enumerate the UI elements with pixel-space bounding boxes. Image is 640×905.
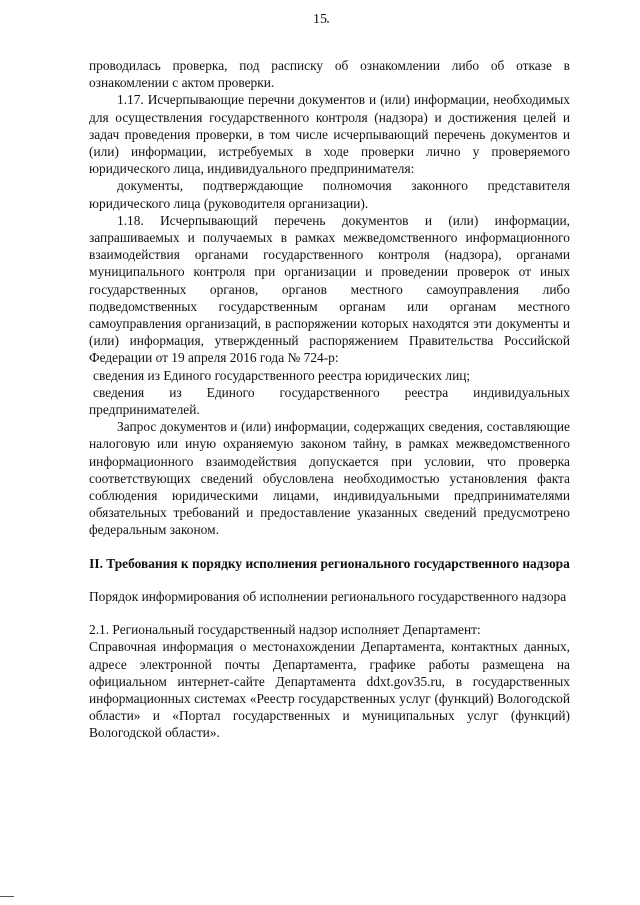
paragraph-request: Запрос документов и (или) информации, содержащих сведения, составляющие налоговую или иную охраняемую законом тайну, в рамках межведомственного информационного взаимодействия допускается при условии, что проверка соответствующих сведений обусловлена необходимостью установления факта соблюдения юридическими лицами, индивидуальными предпринимателями обязательных требований и предоставление указанных сведений предусмотрено федеральным законом.: [89, 419, 570, 538]
paragraph-1-18: 1.18. Исчерпывающий перечень документов и (или) информации, запрашиваемых и получаемых в рамках межведомственного информационного взаимодействия органами государственного контроля (надзора), органами муниципального контроля при организации и проведении проверок от иных государственных органов, органов местного самоуправления либо подведомственных государственным органам или органам местного самоуправления организаций, в распоряжении которых находятся эти документы и (или) информация, утвержденный распоряжением Правительства Российской Федерации от 19 апреля 2016 года № 724-р:: [89, 212, 570, 366]
paragraph-egrip: сведения из Единого государственного реестра индивидуальных предпринимателей.: [89, 384, 570, 418]
paragraph-1-17: 1.17. Исчерпывающие перечни документов и (или) информации, необходимых для осуществления государственного контроля (надзора) и достижения целей и задач проведения проверки, в том числе исчерпывающий перечень документов и (или) информации, истребуемых в ходе проверки лично у проверяемого юридического лица, индивидуального предпринимателя:: [89, 92, 570, 177]
paragraph-reference-info: Справочная информация о местонахождении Департамента, контактных данных, адресе электронной почты Департамента, графике работы размещена на официальном интернет-сайте Департамента ddxt.gov35.ru, в государственных информационных системах «Реестр государственных услуг (функций) Вологодской области» и «Портал государственных и муниципальных услуг (функций) Вологодской области».: [89, 639, 570, 741]
scan-edge-mark: [0, 896, 14, 897]
subheading: Порядок информирования об исполнении регионального государственного надзора: [89, 588, 567, 604]
paragraph-2-1: 2.1. Региональный государственный надзор исполняет Департамент:: [89, 622, 481, 638]
document-body: [89, 57, 570, 742]
page-number: 15: [313, 12, 327, 27]
section-heading: II. Требования к порядку исполнения регионального государственного надзора: [89, 555, 570, 571]
paragraph-documents: документы, подтверждающие полномочия законного представителя юридического лица (руководителя организации).: [89, 178, 570, 211]
paragraph-continuation: проводилась проверка, под расписку об ознакомлении либо об отказе в ознакомлении с актом проверки.: [89, 58, 570, 91]
paragraph-egrul: сведения из Единого государственного реестра юридических лиц;: [93, 367, 471, 383]
